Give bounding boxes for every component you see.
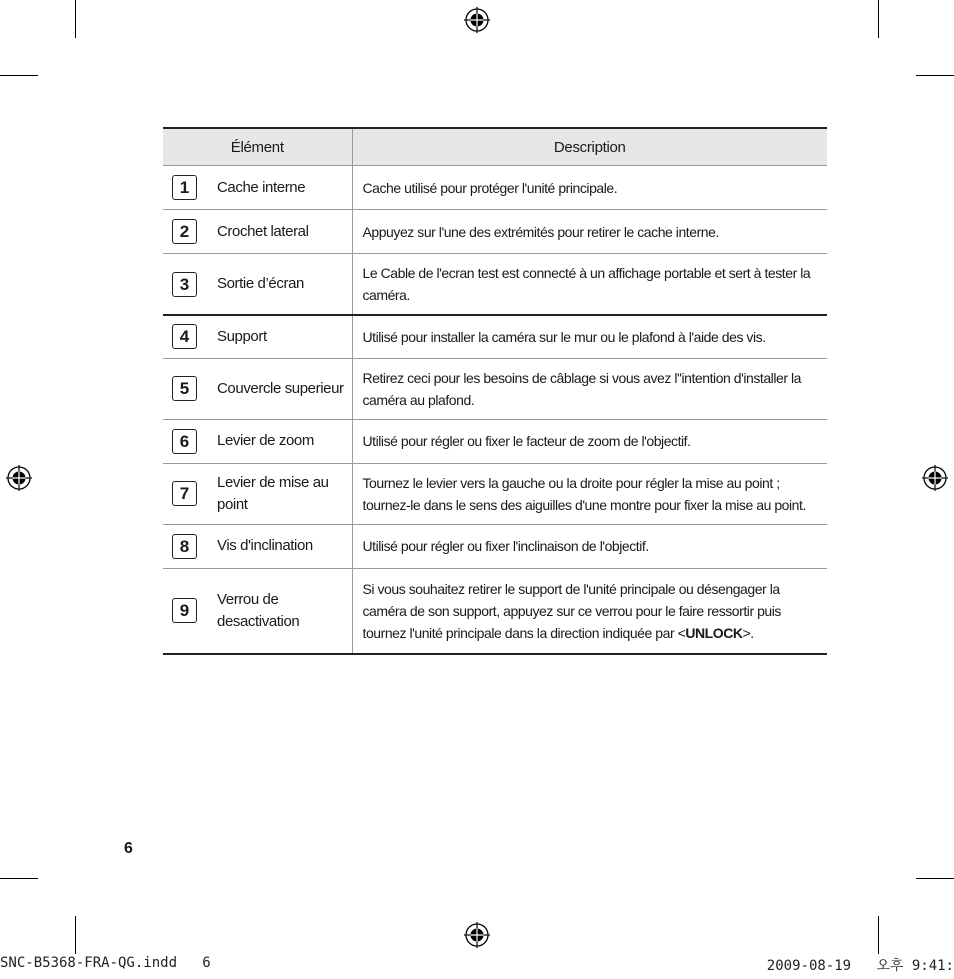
item-description: Appuyez sur l'une des extrémités pour retirer le cache interne.: [362, 223, 719, 240]
item-name: Crochet lateral: [217, 222, 309, 240]
item-number-badge: 1: [172, 175, 197, 200]
header-element: Élément: [163, 128, 352, 166]
item-description: Retirez ceci pour les besoins de câblage si vous avez l''intention d'installer la caméra au plafond.: [362, 369, 801, 408]
item-name: Vis d'inclination: [217, 537, 313, 554]
crop-mark: [878, 916, 879, 954]
table-row: [163, 358, 827, 419]
description-text: Si vous souhaitez retirer le support de l'unité principale ou désengager la caméra de son support, appuyez sur ce verrou pour le faire ressortir puis tournez l'unité principale dans la direction indiquée par <: [362, 580, 781, 641]
header-description: Description: [352, 128, 827, 166]
item-number-badge: 8: [172, 534, 197, 559]
table-row: [163, 524, 827, 568]
item-number-badge: 6: [172, 429, 197, 454]
item-name: Cache interne: [217, 178, 306, 196]
crop-mark: [75, 916, 76, 954]
item-number-badge: 4: [172, 324, 197, 349]
crop-mark: [0, 878, 38, 879]
item-name: Couvercle superieur: [217, 379, 344, 397]
item-description: Utilisé pour régler ou fixer l'inclinaison de l'objectif.: [362, 538, 649, 554]
crop-mark: [75, 0, 76, 38]
item-number-badge: 2: [172, 219, 197, 244]
item-number-badge: 9: [172, 598, 197, 623]
table-row: [163, 315, 827, 358]
table-row: [163, 210, 827, 254]
crop-mark: [916, 878, 954, 879]
registration-mark-icon: [464, 922, 490, 948]
item-description: [353, 570, 828, 652]
slug-filename: SNC-B5368-FRA-QG.indd 6: [0, 955, 211, 971]
components-table: [163, 127, 827, 655]
unlock-label: UNLOCK: [685, 624, 743, 641]
crop-mark: [878, 0, 879, 38]
crop-mark: [0, 75, 38, 76]
item-number-badge: 3: [172, 272, 197, 297]
item-description: Cache utilisé pour protéger l'unité principale.: [362, 179, 618, 196]
item-name: Levier de mise au point: [217, 473, 329, 513]
table-header-row: [163, 128, 827, 166]
table-row: [163, 254, 827, 316]
item-description: Le Cable de l'ecran test est connecté à un affichage portable et sert à tester la caméra.: [362, 265, 811, 303]
table-row: [163, 463, 827, 524]
description-text: >.: [742, 624, 754, 641]
registration-mark-icon: [464, 7, 490, 33]
item-name: Verrou de desactivation: [217, 590, 300, 630]
item-description: Tournez le levier vers la gauche ou la droite pour régler la mise au point ; tournez-le dans le sens des aiguilles d'une montre pour fixer la mise au point.: [362, 474, 806, 513]
slug-timestamp: 2009-08-19 오후 9:41:: [766, 958, 954, 974]
table-row: [163, 419, 827, 463]
crop-mark: [916, 75, 954, 76]
item-description: Utilisé pour régler ou fixer le facteur de zoom de l'objectif.: [362, 433, 691, 449]
item-name: Support: [217, 327, 267, 345]
item-name: Levier de zoom: [217, 432, 314, 449]
item-number-badge: 7: [172, 481, 197, 506]
page-number: 6: [124, 840, 133, 857]
item-description: Utilisé pour installer la caméra sur le mur ou le plafond à l'aide des vis.: [362, 328, 766, 345]
item-number-badge: 5: [172, 376, 197, 401]
item-name: Sortie d’écran: [217, 275, 304, 292]
registration-mark-icon: [922, 465, 948, 491]
registration-mark-icon: [6, 465, 32, 491]
table-row: [163, 568, 827, 654]
table-row: [163, 166, 827, 210]
